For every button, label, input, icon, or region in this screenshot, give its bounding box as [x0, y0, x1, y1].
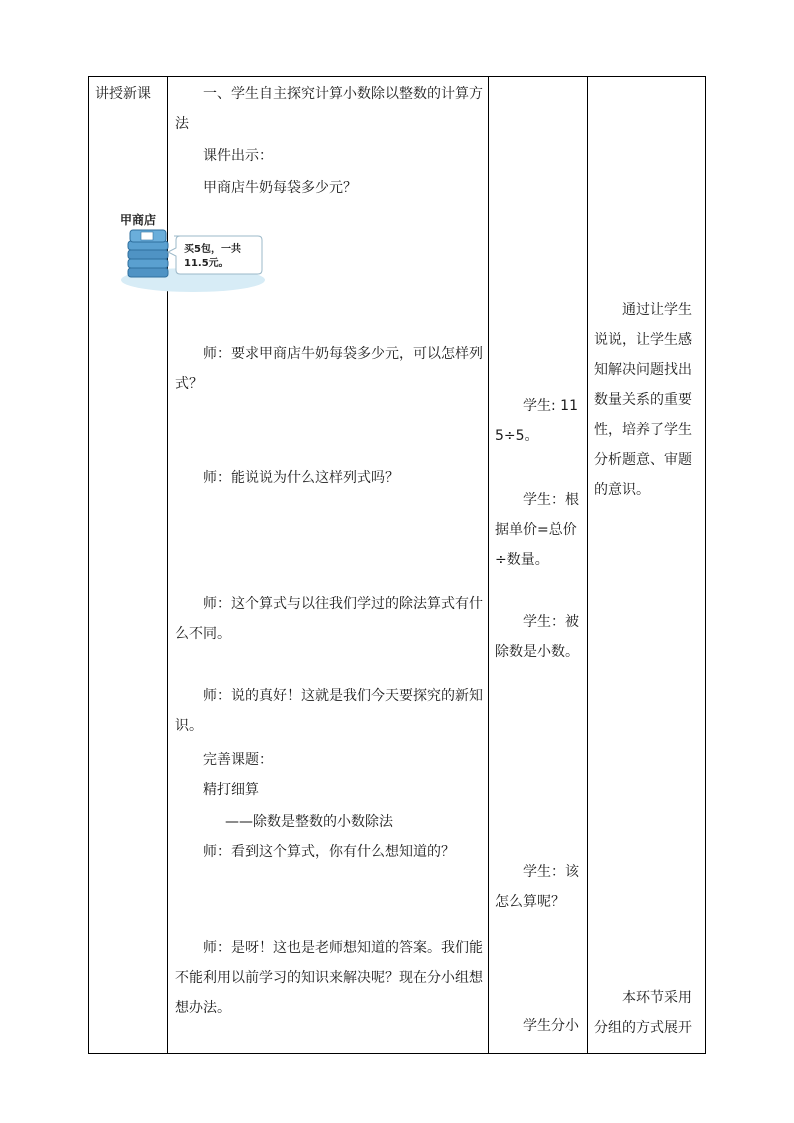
student-answer-4: 学生：该怎么算呢？: [495, 864, 579, 910]
student-answer-5: 学生分小: [523, 1018, 579, 1034]
section-heading: 一、学生自主探究计算小数除以整数的计算方法: [175, 86, 483, 132]
teacher-question-6: 师：是呀！这也是老师想知道的答案。我们能不能利用以前学习的知识来解决呢？现在分小组想想办法。: [175, 940, 483, 1016]
teacher-question-2: 师：能说说为什么这样列式吗？: [203, 470, 399, 486]
question-text: 甲商店牛奶每袋多少元？: [203, 180, 357, 196]
column-divider: [587, 77, 588, 1053]
student-answer-3: 学生：被除数是小数。: [495, 614, 579, 660]
student-answer-1: 学生: 115÷5。: [495, 398, 578, 444]
student-answer-2: 学生：根据单价=总价÷数量。: [495, 492, 579, 568]
teacher-question-1: 师：要求甲商店牛奶每袋多少元，可以怎样列式？: [175, 346, 483, 392]
milk-shop-illustration: [118, 208, 268, 298]
teacher-question-3: 师：这个算式与以往我们学过的除法算式有什么不同。: [175, 596, 483, 642]
bubble-line-2: 11.5元。: [184, 258, 229, 269]
design-intent-2: 本环节采用分组的方式展开: [594, 990, 692, 1036]
improve-topic-label: 完善课题：: [203, 752, 273, 768]
courseware-label: 课件出示：: [203, 148, 273, 164]
section-label: 讲授新课: [95, 86, 151, 102]
bubble-line-1: 买5包，一共: [184, 244, 241, 255]
design-intent-1: 通过让学生说说，让学生感知解决问题找出数量关系的重要性，培养了学生分析题意、审题的意识。: [594, 302, 692, 498]
teacher-question-4: 师：说的真好！这就是我们今天要探究的新知识。: [175, 688, 483, 734]
shop-name: 甲商店: [120, 213, 157, 227]
teacher-question-5: 师：看到这个算式，你有什么想知道的？: [203, 844, 455, 860]
topic-title: 精打细算: [203, 782, 259, 798]
topic-subtitle: ——除数是整数的小数除法: [225, 814, 393, 830]
milk-bags-image: [118, 208, 268, 298]
milk-bag-icon: [128, 230, 168, 277]
column-divider: [488, 77, 489, 1053]
